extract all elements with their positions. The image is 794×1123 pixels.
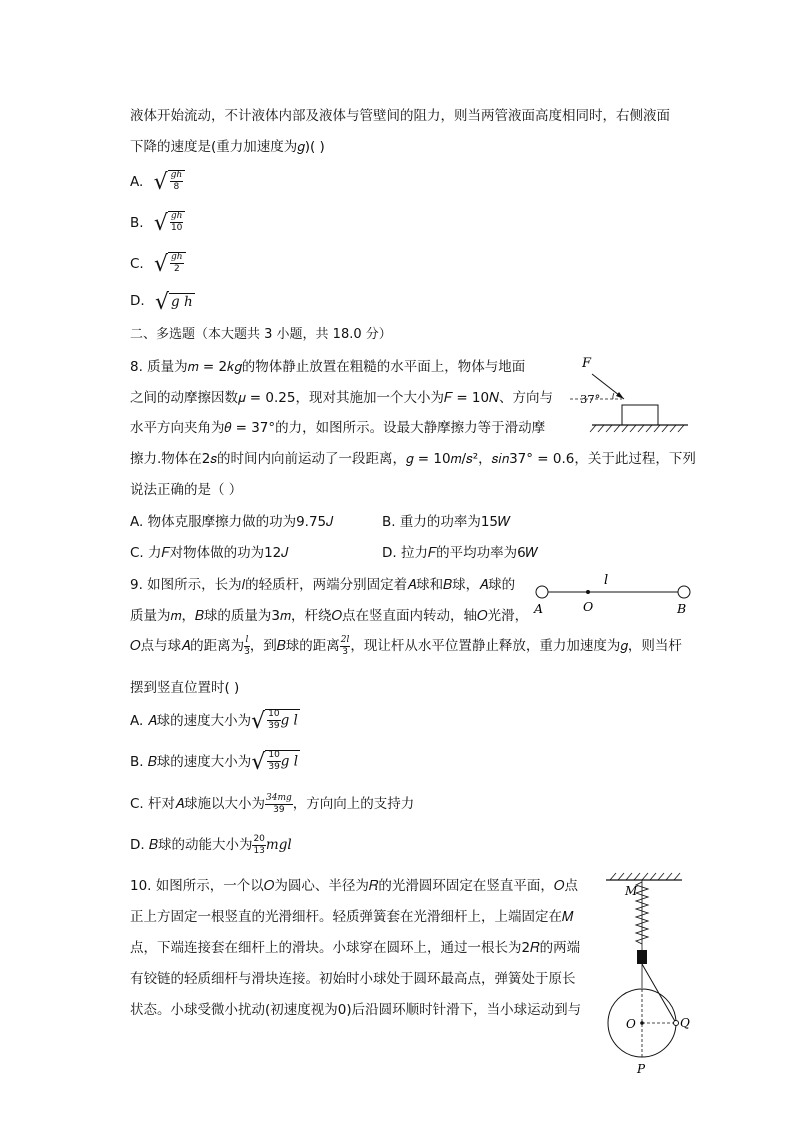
label-q: Q (680, 1016, 690, 1030)
frac-num: 10 (268, 709, 280, 719)
frac-num: 10 (268, 750, 280, 760)
q7-option-d: D. √ 𝑔 ℎ (130, 290, 193, 315)
q10-line5: 状态。小球受微小扰动(初速度视为0)后沿圆环顺时针滑下，当小球运动到与 (130, 1002, 582, 1018)
frac-num: 20 (253, 833, 265, 844)
q8-option-c: C. 力𝐹对物体做的功为12𝐽 (130, 545, 289, 561)
q7-line2: 下降的速度是(重力加速度为𝑔)( ) (130, 139, 325, 155)
label-p: P (637, 1062, 646, 1076)
radical-tail: 𝑔 𝑙 (280, 712, 298, 729)
q8-option-b: B. 重力的功率为15𝑊 (382, 514, 511, 530)
frac-num: 𝑔ℎ (171, 252, 183, 262)
q7-line1: 液体开始流动，不计液体内部及液体与管壁间的阻力，则当两管液面高度相同时，右侧液面 (130, 108, 670, 124)
q7-option-b: B. √ $\frac{\text{𝑔ℎ}}{10}$ (130, 211, 185, 235)
option-letter: C. (130, 256, 144, 272)
center-o (640, 1021, 644, 1025)
text: 𝑂点与球𝐴的距离为 (130, 638, 245, 654)
frac-num: 𝑙 (245, 634, 249, 645)
option-text: A. 𝐴球的速度大小为 (130, 713, 252, 729)
angle-arc (613, 393, 614, 399)
q8-line5: 说法正确的是（ ） (130, 482, 243, 498)
frac-den: 39 (268, 762, 280, 772)
option-text: D. 𝐵球的动能大小为 (130, 837, 253, 853)
rod-length-label: l (604, 573, 609, 588)
frac-num: 𝑔ℎ (170, 170, 183, 180)
frac-den: 3 (342, 646, 348, 657)
q10-line4: 有铰链的轻质细杆与滑块连接。初始时小球处于圆环最高点，弹簧处于原长 (130, 971, 576, 987)
label-o: O (583, 599, 594, 614)
q8-line2: 之间的动摩擦因数𝜇 = 0.25，现对其施加一个大小为𝐹 = 10𝑁、方向与 (130, 390, 553, 406)
frac-den: 3 (244, 646, 250, 657)
q9-option-b: B. 𝐵球的速度大小为√ $\frac{10}{39}$ 𝑔 𝑙 (130, 750, 299, 775)
label-m: M (625, 884, 638, 898)
label-a: A (534, 601, 544, 616)
frac-den: 13 (253, 845, 265, 856)
q9-option-a: A. 𝐴球的速度大小为√ $\frac{10}{39}$ 𝑔 𝑙 (130, 709, 298, 734)
force-label-f: F (582, 356, 592, 371)
ceiling-hatching (610, 873, 680, 880)
q7-option-a: A. √ $\frac{\text{𝑔ℎ}}{8}$ (130, 170, 185, 194)
q10-line2: 正上方固定一根竖直的光滑细杆。轻质弹簧套在光滑细杆上，上端固定在𝑀 (130, 909, 574, 925)
option-letter: D. (130, 293, 145, 309)
ground-hatching (590, 425, 684, 432)
text: ，到𝐵球的距离 (249, 638, 340, 654)
slider-block (637, 950, 647, 964)
option-text: ，方向向上的支持力 (292, 796, 415, 812)
frac-den: 2 (173, 264, 180, 274)
angle-label: 37° (580, 392, 601, 406)
option-text: B. 𝐵球的速度大小为 (130, 754, 252, 770)
option-letter: B. (130, 215, 144, 231)
ball-q (674, 1021, 679, 1026)
block (622, 405, 658, 425)
arrow-head-icon (616, 392, 624, 399)
radical-tail: 𝑔 𝑙 (280, 753, 299, 770)
q9-line2: 质量为𝑚，𝐵球的质量为3𝑚，杆绕𝑂点在竖直面内转动，轴𝑂光滑， (130, 608, 529, 624)
label-o: O (626, 1017, 636, 1031)
q8-line3: 水平方向夹角为𝜃 = 37°的力，如图所示。设最大静摩擦力等于滑动摩 (130, 420, 546, 436)
q8-force-diagram (570, 350, 700, 440)
ball-a (536, 586, 548, 598)
frac-den: 39 (268, 721, 280, 731)
q9-option-c (130, 792, 414, 815)
q9-option-d (130, 833, 292, 856)
section-heading: 二、多选题（本大题共 3 小题，共 18.0 分） (130, 327, 392, 342)
q7-option-c: C. √ $\frac{\text{𝑔ℎ}}{2}$ (130, 252, 186, 276)
q9-line4: 摆到竖直位置时( ) (130, 680, 240, 696)
frac-num: 2𝑙 (340, 634, 350, 645)
q8-option-a: A. 物体克服摩擦力做的功为9.75𝐽 (130, 514, 334, 530)
text: ，现让杆从水平位置静止释放，重力加速度为𝑔，则当杆 (350, 638, 682, 654)
q8-line4: 擦力.物体在2𝑠的时间内向前运动了一段距离，𝑔 = 10𝑚/𝑠²，𝑠𝑖𝑛37° = 0.6，关于此过程，下列 (130, 451, 696, 467)
radical-body: 𝑔 ℎ (171, 293, 193, 310)
q8-option-d: D. 拉力𝐹的平均功率为6𝑊 (382, 545, 539, 561)
option-letter: A. (130, 174, 144, 190)
frac-den: 8 (173, 182, 180, 192)
frac-num: 34𝑚𝑔 (266, 792, 292, 803)
label-b: B (677, 601, 687, 616)
q10-line3: 点，下端连接套在细杆上的滑块。小球穿在圆环上，通过一根长为2𝑅的两端 (130, 940, 581, 956)
q10-ring-spring-diagram (598, 868, 688, 1078)
option-text: C. 杆对𝐴球施以大小为 (130, 796, 265, 812)
q10-line1: 10. 如图所示，一个以𝑂为圆心、半径为𝑅的光滑圆环固定在竖直平面，𝑂点 (130, 878, 578, 894)
frac-tail: 𝑚𝑔𝑙 (265, 837, 292, 853)
q9-line3 (130, 634, 682, 657)
frac-den: 10 (170, 223, 183, 233)
ball-b (678, 586, 690, 598)
q9-line1: 9. 如图所示，长为𝑙的轻质杆，两端分别固定着𝐴球和𝐵球，𝐴球的 (130, 577, 516, 593)
pivot-o (586, 590, 590, 594)
q8-line1: 8. 质量为𝑚 = 2𝑘𝑔的物体静止放置在粗糙的水平面上，物体与地面 (130, 359, 526, 375)
frac-den: 39 (273, 804, 285, 815)
q9-rod-diagram (530, 570, 695, 620)
frac-num: 𝑔ℎ (170, 211, 183, 221)
